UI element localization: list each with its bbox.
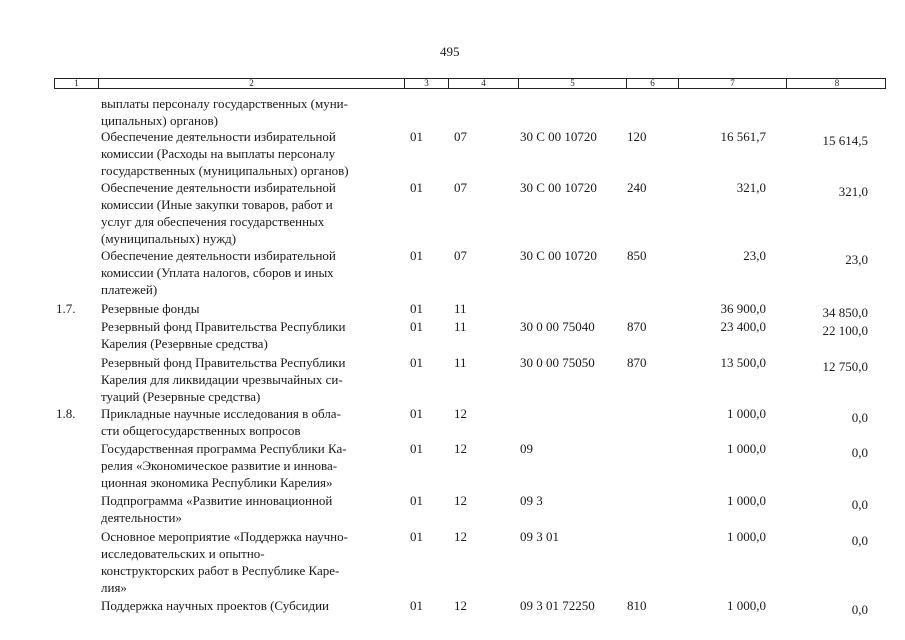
row-name: Подпрограмма «Развитие инновационной деятельности»	[101, 493, 333, 525]
header-col-1: 1	[55, 79, 99, 88]
row-target-code: 30 0 00 75040	[520, 319, 595, 334]
row-amount-year1: 1 000,0	[727, 406, 766, 421]
page-number: 495	[440, 44, 460, 59]
header-col-3: 3	[405, 79, 449, 88]
row-amount-year2: 0,0	[851, 410, 868, 425]
row-section: 01	[410, 441, 423, 456]
row-subsection: 11	[454, 301, 467, 316]
row-amount-year1: 13 500,0	[720, 355, 766, 370]
row-name: Резервные фонды	[101, 301, 200, 316]
row-amount-year2: 0,0	[851, 533, 868, 548]
header-col-5: 5	[519, 79, 627, 88]
row-section: 01	[410, 355, 423, 370]
row-amount-year1: 321,0	[736, 180, 766, 195]
row-amount-year1: 36 900,0	[720, 301, 766, 316]
row-expense-type: 870	[627, 319, 647, 334]
row-name: Поддержка научных проектов (Субсидии	[101, 598, 329, 613]
row-name: Прикладные научные исследования в обла- сти общегосударственных вопросов	[101, 406, 341, 438]
row-section: 01	[410, 129, 423, 144]
row-name: Резервный фонд Правительства Республики Карелия для ликвидации чрезвычайных си- туаций (Резервные средства)	[101, 355, 346, 404]
row-amount-year2: 34 850,0	[822, 305, 868, 320]
header-col-2: 2	[99, 79, 405, 88]
row-subsection: 11	[454, 355, 467, 370]
row-section: 01	[410, 180, 423, 195]
row-subsection: 11	[454, 319, 467, 334]
row-subsection: 07	[454, 248, 467, 263]
row-expense-type: 850	[627, 248, 647, 263]
row-name: Резервный фонд Правительства Республики Карелия (Резервные средства)	[101, 319, 346, 351]
row-target-code: 30 С 00 10720	[520, 129, 597, 144]
header-col-6: 6	[627, 79, 679, 88]
row-section: 01	[410, 598, 423, 613]
row-target-code: 30 С 00 10720	[520, 180, 597, 195]
row-amount-year1: 16 561,7	[720, 129, 766, 144]
row-section: 01	[410, 301, 423, 316]
row-name: Государственная программа Республики Ка- релия «Экономическое развитие и иннова- ционная экономика Республики Карелия»	[101, 441, 347, 490]
row-target-code: 09 3	[520, 493, 543, 508]
row-subsection: 12	[454, 598, 467, 613]
row-amount-year1: 1 000,0	[727, 493, 766, 508]
row-name: выплаты персоналу государственных (муни- ципальных) органов)	[101, 96, 348, 128]
row-amount-year2: 15 614,5	[822, 133, 868, 148]
row-section: 01	[410, 406, 423, 421]
row-amount-year2: 321,0	[838, 184, 868, 199]
row-target-code: 09 3 01	[520, 529, 559, 544]
row-amount-year2: 0,0	[851, 602, 868, 617]
row-name: Обеспечение деятельности избирательной комиссии (Расходы на выплаты персоналу государственных (муниципальных) органов)	[101, 129, 349, 178]
row-expense-type: 870	[627, 355, 647, 370]
row-expense-type: 240	[627, 180, 647, 195]
row-name: Обеспечение деятельности избирательной комиссии (Иные закупки товаров, работ и услуг для обеспечения государственных (муниципальных) нужд)	[101, 180, 336, 246]
row-expense-type: 810	[627, 598, 647, 613]
header-col-7: 7	[679, 79, 787, 88]
row-target-code: 09	[520, 441, 533, 456]
row-section: 01	[410, 529, 423, 544]
row-number: 1.8.	[56, 406, 76, 421]
row-target-code: 09 3 01 72250	[520, 598, 595, 613]
row-target-code: 30 0 00 75050	[520, 355, 595, 370]
row-amount-year1: 1 000,0	[727, 441, 766, 456]
row-section: 01	[410, 319, 423, 334]
row-target-code: 30 С 00 10720	[520, 248, 597, 263]
row-name: Обеспечение деятельности избирательной комиссии (Уплата налогов, сборов и иных платежей)	[101, 248, 336, 297]
row-amount-year1: 1 000,0	[727, 529, 766, 544]
row-expense-type: 120	[627, 129, 647, 144]
row-amount-year2: 0,0	[851, 497, 868, 512]
row-section: 01	[410, 248, 423, 263]
row-amount-year2: 23,0	[845, 252, 868, 267]
row-amount-year1: 23 400,0	[720, 319, 766, 334]
row-subsection: 12	[454, 441, 467, 456]
row-name: Основное мероприятие «Поддержка научно- исследовательских и опытно- конструкторских работ в Республике Каре- лия»	[101, 529, 348, 595]
row-subsection: 12	[454, 529, 467, 544]
header-col-4: 4	[449, 79, 519, 88]
row-amount-year1: 23,0	[743, 248, 766, 263]
row-subsection: 07	[454, 180, 467, 195]
row-amount-year2: 12 750,0	[822, 359, 868, 374]
row-section: 01	[410, 493, 423, 508]
row-subsection: 12	[454, 493, 467, 508]
row-amount-year2: 0,0	[851, 445, 868, 460]
header-col-8: 8	[834, 78, 840, 88]
row-subsection: 12	[454, 406, 467, 421]
row-amount-year2: 22 100,0	[822, 323, 868, 338]
row-number: 1.7.	[56, 301, 76, 316]
row-amount-year1: 1 000,0	[727, 598, 766, 613]
row-subsection: 07	[454, 129, 467, 144]
